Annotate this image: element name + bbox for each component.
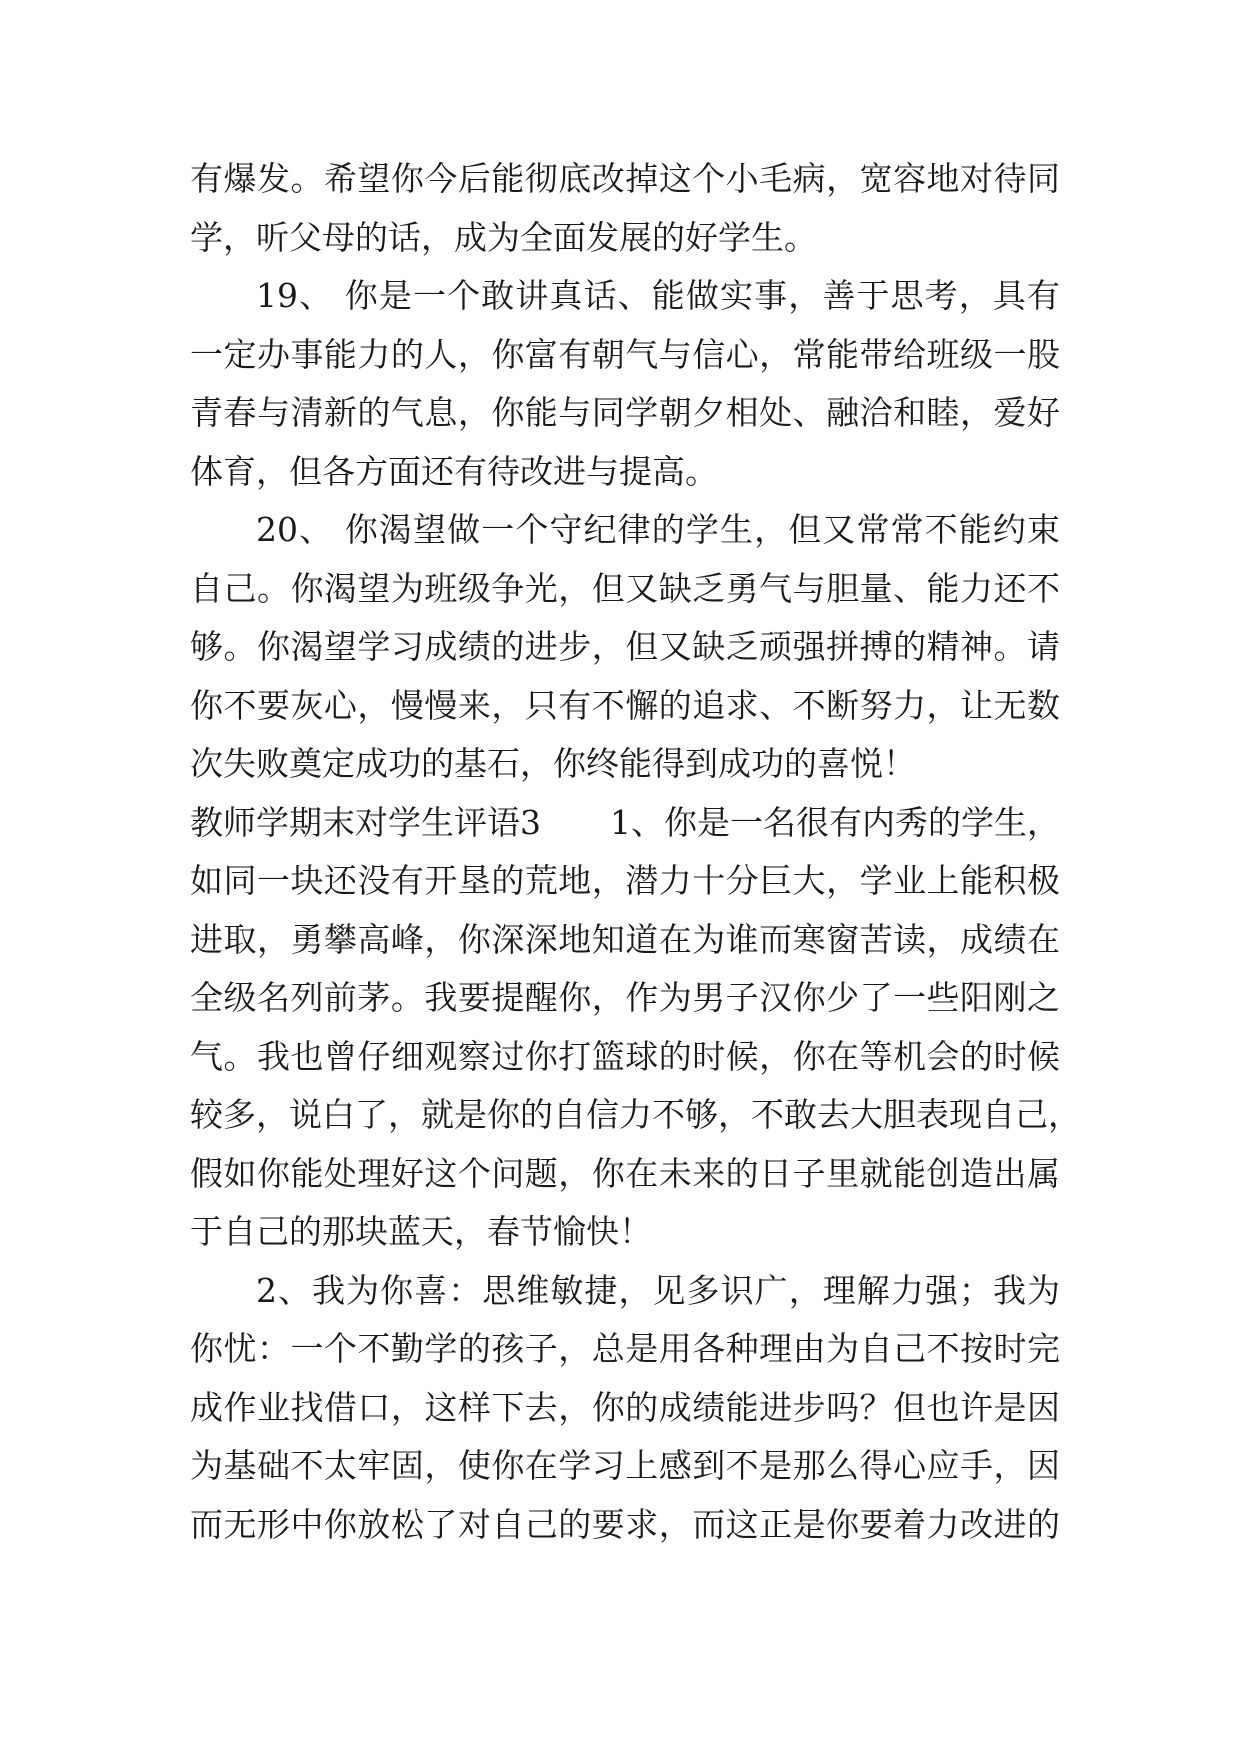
paragraph-19: [190, 267, 1060, 501]
text-line: 较多，说白了，就是你的自信力不够，不敢去大胆表现自己，: [190, 1095, 1081, 1134]
text-line: 青春与清新的气息，你能与同学朝夕相处、融洽和睦，爱好: [190, 393, 1060, 432]
text-line: 2、我为你喜：思维敏捷，见多识广，理解力强；我为: [256, 1270, 1060, 1310]
paragraph-section-3-item-1: [190, 794, 1081, 1262]
text-line: 你不要灰心，慢慢来，只有不懈的追求、不断努力，让无数: [190, 685, 1060, 725]
text-line: 成作业找借口，这样下去，你的成绩能进步吗？但也许是因: [190, 1387, 1060, 1427]
text-line: 自己。你渴望为班级争光，但又缺乏勇气与胆量、能力还不: [190, 568, 1060, 608]
text-line: 气。我也曾仔细观察过你打篮球的时候，你在等机会的时候: [190, 1036, 1060, 1076]
section-heading-line: [190, 794, 1060, 853]
text-line: 全级名列前茅。我要提醒你，作为男子汉你少了一些阳刚之: [190, 978, 1060, 1017]
text-line: 1、你是一名很有内秀的学生，: [610, 802, 1060, 842]
text-line: 而无形中你放松了对自己的要求，而这正是你要着力改进的: [190, 1504, 1060, 1544]
text-line: 20、 你渴望做一个守纪律的学生，但又常常不能约束: [256, 510, 1060, 549]
paragraph-continued: [190, 150, 1060, 267]
text-line: 一定办事能力的人，你富有朝气与信心，常能带给班级一股: [190, 334, 1060, 374]
section-title: 教师学期末对学生评语3: [190, 802, 541, 842]
text-line: 进取，勇攀高峰，你深深地知道在为谁而寒窗苦读，成绩在: [190, 919, 1060, 959]
text-line: 假如你能处理好这个问题，你在未来的日子里就能创造出属: [190, 1153, 1060, 1193]
text-line: 于自己的那块蓝天，春节愉快！: [190, 1212, 652, 1251]
text-line: 体育，但各方面还有待改进与提高。: [190, 451, 718, 491]
text-line: 如同一块还没有开垦的荒地，潜力十分巨大，学业上能积极: [190, 861, 1060, 900]
paragraph-20: [190, 501, 1060, 794]
text-line: 有爆发。希望你今后能彻底改掉这个小毛病，宽容地对待同: [190, 159, 1060, 198]
text-line: 够。你渴望学习成绩的进步，但又缺乏顽强拼搏的精神。请: [190, 627, 1060, 666]
text-line: 次失败奠定成功的基石，你终能得到成功的喜悦！: [190, 744, 916, 783]
text-line: 学，听父母的话，成为全面发展的好学生。: [190, 217, 817, 257]
text-line: 你忧：一个不勤学的孩子，总是用各种理由为自己不按时完: [190, 1329, 1060, 1368]
text-line: 为基础不太牢固，使你在学习上感到不是那么得心应手，因: [190, 1446, 1060, 1485]
document-body: [190, 150, 1081, 1554]
text-line: 19、 你是一个敢讲真话、能做实事，善于思考，具有: [256, 276, 1060, 315]
paragraph-section-3-item-2: [190, 1262, 1060, 1555]
